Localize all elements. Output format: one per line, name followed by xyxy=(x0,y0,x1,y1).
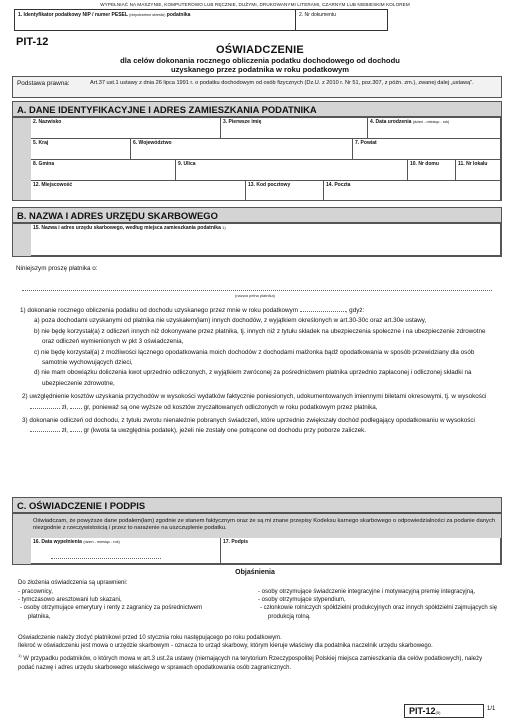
item-3: 3) dokonanie odliczeń od dochodu, z tytułu zwrotu nienależnie pobranych świadczeń, które uprzednio zwiększały dochód podlegający opodatkowaniu w wysokości zł, gr (kwota ta uwzględnia podatek), jeżeli nie zostały one potrącone od dochodu przy poborze zaliczek. xyxy=(22,417,475,435)
section-c-grid xyxy=(12,513,502,565)
country-field[interactable]: 5. Kraj xyxy=(31,139,131,160)
section-b-grid xyxy=(12,223,502,257)
nip-pesel-field[interactable] xyxy=(14,9,296,31)
postal-code-field[interactable]: 13. Kod pocztowy xyxy=(246,181,324,201)
costs-zl-input[interactable] xyxy=(30,403,60,409)
legal-basis xyxy=(12,76,502,98)
payer-name-line[interactable] xyxy=(22,290,492,291)
item-1c: c) nie będę korzystał(a) z możliwości łącznego opodatkowania moich dochodów z dochodami małżonka bądź opodatkowania w sposób przewidziany dla osób samotnie wychowujących dzieci, xyxy=(34,348,475,367)
form-code: PIT-12 xyxy=(16,36,49,48)
form-title-line1: dla celów dokonania rocznego obliczenia podatku dochodowego od dochodu xyxy=(120,56,400,65)
eligible-list-right: - osoby otrzymujące świadczenie integracyjne i motywacyjną premię integracyjną, - osoby otrzymujące stypendium, - członkowie rolniczych spółdzielni produkcyjnych oraz innych spółdzielni zajmujących się produkcją rolną. xyxy=(258,589,498,620)
item-1b: b) nie będę korzystał(a) z odliczeń innych niż dokonywane przez płatnika, tj. innych niż z tytułu składek na ubezpieczenia społeczne i na ubezpieczenie zdrowotne oraz odliczeń wymienionych w pkt 3 oświadczenia, xyxy=(34,327,486,346)
document-number-field[interactable] xyxy=(296,9,388,31)
birth-date-field[interactable]: 4. Data urodzenia (dzień - miesiąc - rok) xyxy=(368,118,501,139)
eligible-list-left: - pracownicy, - tymczasowo aresztowani lub skazani, - osoby otrzymujące emerytury i renty z zagranicy za pośrednictwem płatnika, xyxy=(18,589,203,620)
legal-basis-label: Podstawa prawna: xyxy=(17,80,70,87)
tax-year-input[interactable] xyxy=(300,306,346,312)
document-number-label: 2. Nr dokumentu xyxy=(299,12,336,18)
page-number: 1/1 xyxy=(487,706,496,712)
costs-gr-input[interactable] xyxy=(70,403,82,409)
form-title xyxy=(60,44,460,74)
county-field[interactable]: 7. Powiat xyxy=(353,139,501,160)
legal-basis-text: Art.37 ust.1 ustawy z dnia 26 lipca 1991 r. o podatku dochodowym od osób fizycznych (Dz.U. z 2010 r. Nr 51, poz.307, z późn. zm.), zwanej dalej „ustawą”. xyxy=(90,80,474,86)
section-a-title: A. DANE IDENTYFIKACYJNE I ADRES ZAMIESZKANIA PODATNIKA xyxy=(12,101,502,117)
statement-text: Oświadczam, że powyższe dane podałem(łam) zgodnie ze stanem faktycznym oraz że są mi znane przepisy Kodeksu karnego skarbowego o odpowiedzialności za podanie danych niezgodnie z rzeczywistością i przez to narażenie na uszczuplenie podatku. xyxy=(33,518,496,532)
fill-instruction: WYPEŁNIAĆ NA MASZYNIE, KOMPUTEROWO LUB RĘCZNIE, DUŻYMI, DRUKOWANYMI LITERAMI, CZARNYM LUB NIEBIESKIM KOLOREM xyxy=(100,2,410,7)
section-b-title: B. NAZWA I ADRES URZĘDU SKARBOWEGO xyxy=(12,207,502,223)
first-name-field[interactable]: 3. Pierwsze imię xyxy=(221,118,368,139)
footer-form-code: PIT-12(5) xyxy=(404,704,484,718)
fill-date-field[interactable]: 16. Data wypełnienia (dzień - miesiąc - rok) xyxy=(31,538,221,564)
street-field[interactable]: 9. Ulica xyxy=(176,160,408,181)
signature-field[interactable]: 17. Podpis xyxy=(221,538,501,564)
payer-name-hint: (nazwa pełna płatnika) xyxy=(234,293,276,298)
item-2: 2) uwzględnienie kosztów uzyskania przychodów w wysokości wydatków faktycznie poniesionych, udokumentowanych imiennymi biletami okresowymi, tj. w wysokości zł, gr, ponieważ są one wyższe od kosztów zryczałtowanych odliczonych w roku podatkowym przez płatnika, xyxy=(22,393,487,411)
form-title-main: OŚWIADCZENIE xyxy=(216,44,304,56)
explanations-intro: Do złożenia oświadczenia są uprawnieni: xyxy=(18,580,128,586)
apartment-number-field[interactable]: 11. Nr lokalu xyxy=(456,160,501,181)
deduction-gr-input[interactable] xyxy=(70,426,82,432)
section-a-grid xyxy=(12,117,502,201)
section-c-title: C. OŚWIADCZENIE I PODPIS xyxy=(12,497,502,513)
nip-pesel-label: 1. Identyfikator podatkowy NIP / numer PESEL (niepotrzebne skreślić) podatnika xyxy=(18,12,191,18)
post-office-field[interactable]: 14. Poczta xyxy=(324,181,501,201)
voivodeship-field[interactable]: 6. Województwo xyxy=(131,139,353,160)
deduction-zl-input[interactable] xyxy=(30,426,60,432)
form-title-line2: uzyskanego przez podatnika w roku podatkowym xyxy=(170,65,350,74)
request-items xyxy=(20,306,498,437)
explanations-notes: Oświadczenie należy złożyć płatnikowi przed 10 stycznia roku następującego po roku podatkowym. Ilekroć w oświadczeniu jest mowa o urzędzie skarbowym - oznacza to urząd skarbowy, którym kieruje właściwy dla podatnika naczelnik urzędu skarbowego. $^{1)}$ W przypadku podatników, o których mowa w art.3 ust.2a ustawy (niemających na terytorium Rzeczypospolitej Polskiej miejsca zamieszkania dla celów podatkowych), należy podać nazwę i adres urzędu skarbowego właściwego w sprawach opodatkowania osób zagranicznych. xyxy=(18,635,483,671)
explanations-title: Objaśnienia xyxy=(235,569,275,576)
house-number-field[interactable]: 10. Nr domu xyxy=(408,160,456,181)
item-1d: d) nie mam obowiązku doliczenia kwot uprzednio odliczonych, z wyjątkiem zwróconej za pośrednictwem płatnika uprzednio zapłaconej i odliczonej składki na ubezpieczenie zdrowotne, xyxy=(34,369,472,387)
commune-field[interactable]: 8. Gmina xyxy=(31,160,176,181)
item-1: 1) dokonanie rocznego obliczenia podatku od dochodu uzyskanego przez mnie w roku podatkowym , gdyż: xyxy=(20,307,365,314)
item-1a: a) poza dochodami uzyskanymi od płatnika nie uzyskałem(łam) innych dochodów, z wyjątkiem określonych w art.30-30c oraz art.30e ustawy, xyxy=(34,317,427,325)
request-text: Niniejszym proszę płatnika o: xyxy=(16,265,98,272)
surname-field[interactable]: 2. Nazwisko xyxy=(31,118,221,139)
tax-office-field[interactable]: 15. Nazwa i adres urzędu skarbowego, według miejsca zamieszkania podatnika 1) xyxy=(31,224,501,256)
city-field[interactable]: 12. Miejscowość xyxy=(31,181,246,201)
